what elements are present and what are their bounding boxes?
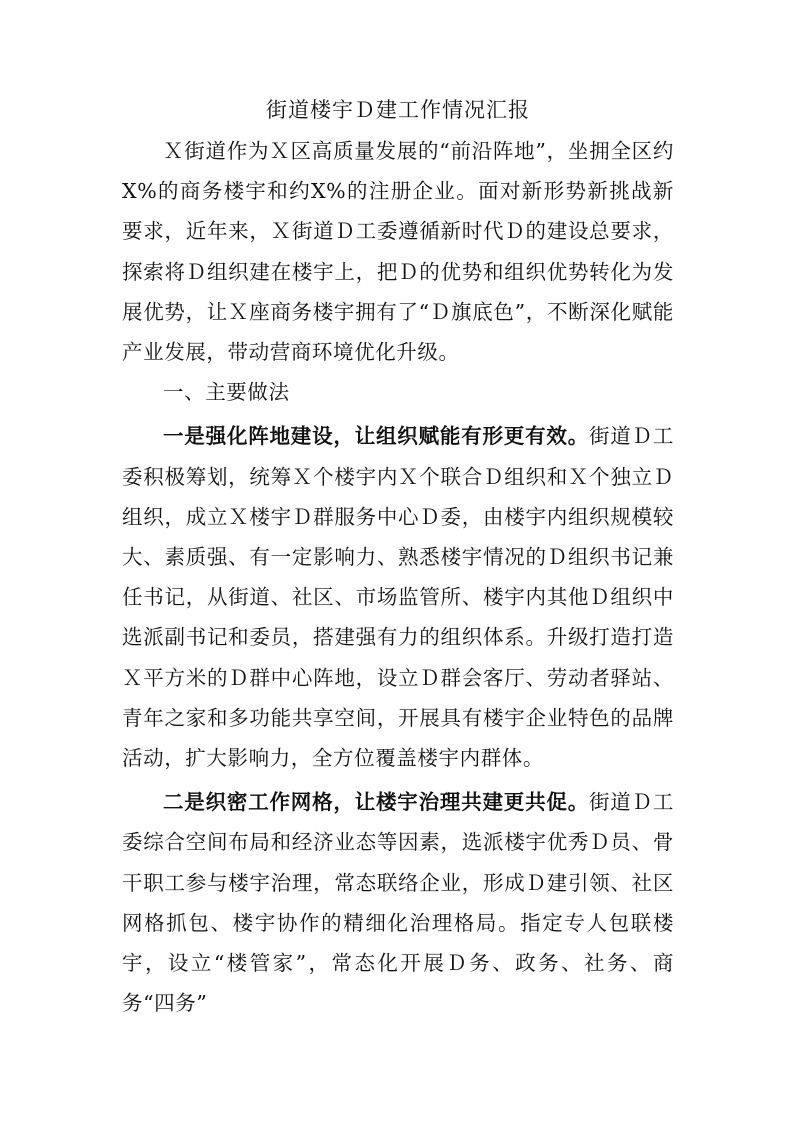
- intro-paragraph: Ｘ街道作为Ｘ区高质量发展的“前沿阵地”，坐拥全区约X%的商务楼宇和约X%的注册企业。面对新形势新挑战新要求，近年来，Ｘ街道Ｄ工委遵循新时代Ｄ的建设总要求，探索将Ｄ组织建在楼宇上，把Ｄ的优势和组织优势转化为发展优势，让Ｘ座商务楼宇拥有了“Ｄ旗底色”，不断深化赋能产业发展，带动营商环境优化升级。: [122, 139, 674, 365]
- document-title: 街道楼宇Ｄ建工作情况汇报: [266, 98, 530, 122]
- item2-paragraph: [122, 782, 674, 1023]
- document-page: [122, 95, 674, 1023]
- item2-body: 街道Ｄ工委综合空间布局和经济业态等因素，选派楼宇优秀Ｄ员、骨干职工参与楼宇治理，常态联络企业，形成Ｄ建引领、社区网格抓包、楼宇协作的精细化治理格局。指定专人包联楼宇，设立“楼管家”，常态化开展Ｄ务、政务、社务、商务“四务”: [122, 790, 674, 1016]
- item1-body: 街道Ｄ工委积极筹划，统筹Ｘ个楼宇内Ｘ个联合Ｄ组织和Ｘ个独立Ｄ组织，成立Ｘ楼宇Ｄ群服务中心Ｄ委，由楼宇内组织规模较大、素质强、有一定影响力、熟悉楼宇情况的Ｄ组织书记兼任书记，从街道、社区、市场监管所、楼宇内其他Ｄ组织中选派副书记和委员，搭建强有力的组织体系。升级打造打造Ｘ平方米的Ｄ群中心阵地，设立Ｄ群会客厅、劳动者驿站、青年之家和多功能共享空间，开展具有楼宇企业特色的品牌活动，扩大影响力，全方位覆盖楼宇内群体。: [122, 424, 674, 771]
- item1-lead: 一是强化阵地建设，让组织赋能有形更有效。: [163, 424, 589, 449]
- item2-lead: 二是织密工作网格，让楼宇治理共建更共促。: [163, 790, 589, 815]
- section-heading: 一、主要做法: [163, 380, 290, 405]
- item1-paragraph: [122, 416, 674, 778]
